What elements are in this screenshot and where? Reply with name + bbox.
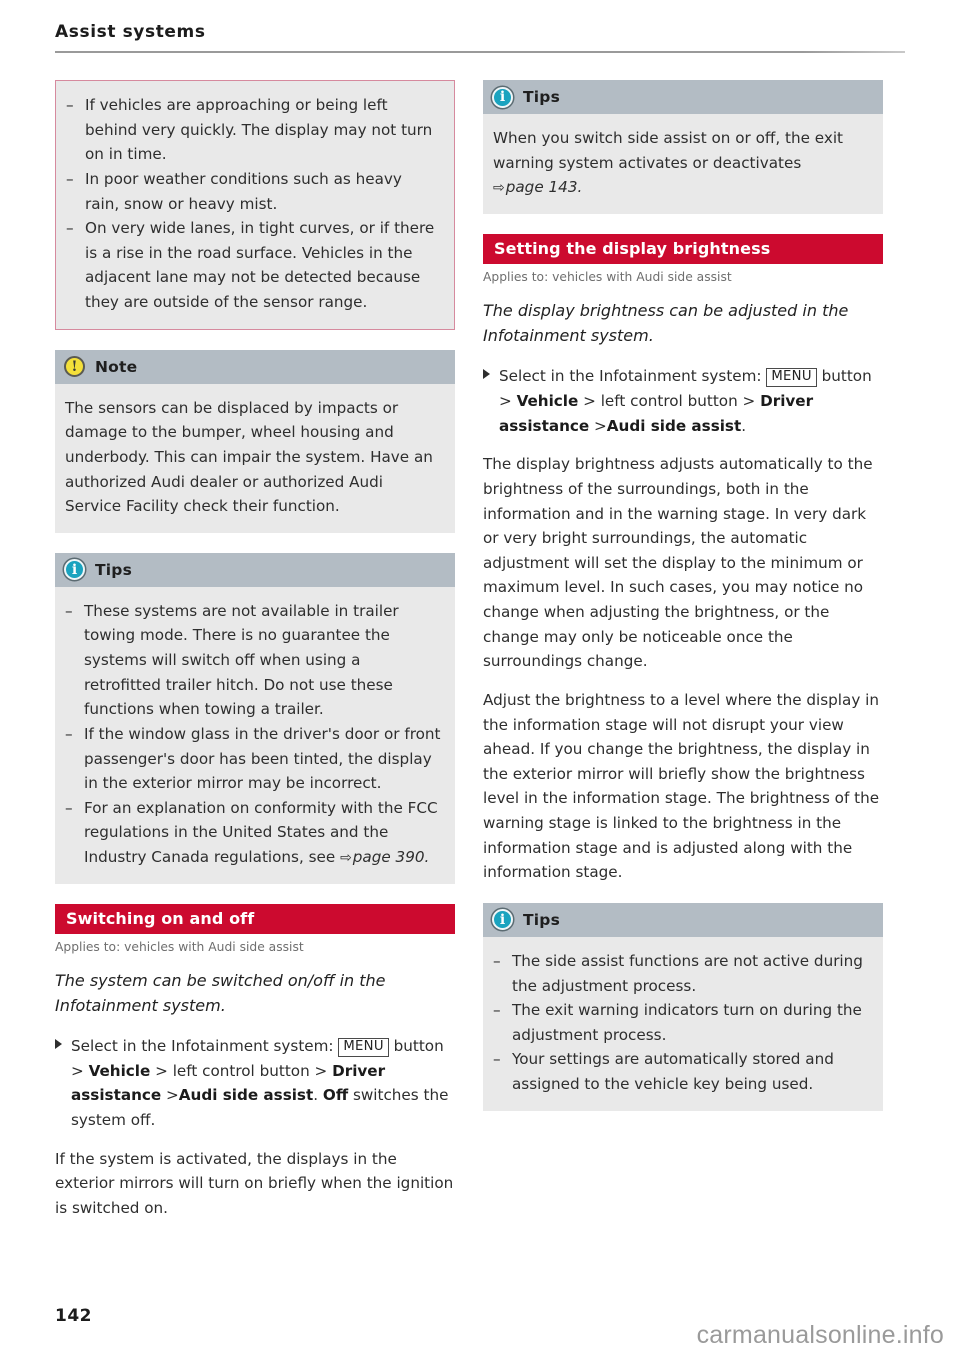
- xref-target: page 390.: [352, 848, 430, 866]
- info-icon: i: [64, 559, 85, 580]
- tips-panel-right-bottom: [483, 903, 883, 1111]
- step-tail: switches the system off.: [71, 1086, 449, 1130]
- list-item-text: The side assist functions are not active during the adjustment process.: [512, 951, 863, 995]
- page-header: [55, 22, 905, 53]
- dash-bullet-icon: –: [65, 601, 73, 620]
- section-switching-on-off: [55, 904, 455, 1221]
- menu-path-driver-assistance: Driver assistance: [499, 392, 814, 435]
- menu-button-key[interactable]: MENU: [766, 368, 816, 387]
- dash-bullet-icon: –: [66, 219, 74, 238]
- dash-bullet-icon: –: [493, 951, 501, 970]
- tips-panel-body: [55, 587, 455, 884]
- menu-path-vehicle: Vehicle: [516, 392, 579, 411]
- note-panel-header: [55, 350, 455, 384]
- list-item: [66, 216, 440, 315]
- step-period: .: [741, 416, 747, 435]
- list-item: [493, 949, 869, 998]
- list-item: [66, 167, 440, 216]
- action-step-list: [55, 1034, 455, 1133]
- list-item-text: These systems are not available in trailer towing mode. There is no guarantee the systems will switch off when using a retrofitted trailer hitch. Do not use these functions when towing a trailer.: [84, 601, 399, 719]
- section-paragraph-2: Adjust the brightness to a level where the display in the information stage will not disrupt your view ahead. If you change the brightness, the display in the exterior mirror will briefly show the brightness level in the information stage. The brightness of the warning stage is linked to the brightness in the information stage and is adjusted along with the information stage.: [483, 690, 880, 882]
- action-step: [55, 1034, 455, 1133]
- list-item: [493, 998, 869, 1047]
- section-intro: The display brightness can be adjusted in the Infotainment system.: [483, 300, 849, 346]
- tips-panel-header: [483, 903, 883, 937]
- step-mid-1: > left control button >: [155, 1061, 328, 1080]
- triangle-bullet-icon: [55, 1039, 62, 1049]
- warning-list: [66, 93, 440, 315]
- list-item: [493, 1047, 869, 1096]
- tips-panel-header: [483, 80, 883, 114]
- tips-panel-body: [483, 937, 883, 1111]
- list-item-text: If vehicles are approaching or being left behind very quickly. The display may not turn on in time.: [85, 96, 433, 164]
- section-heading: Setting the display brightness: [483, 234, 883, 264]
- tips-panel-label: Tips: [95, 560, 133, 579]
- tips-panel-right-top: [483, 80, 883, 214]
- list-item-text: In poor weather conditions such as heavy rain, snow or heavy mist.: [85, 169, 402, 213]
- section-paragraph: If the system is activated, the displays in the exterior mirrors will turn on briefly when the ignition is switched on.: [55, 1149, 454, 1217]
- note-panel-text: The sensors can be displaced by impacts or damage to the bumper, wheel housing and underbody. This can impair the system. Have an authorized Audi dealer or authorized Audi Service Facility check their function.: [65, 398, 433, 516]
- tips-panel-label: Tips: [523, 88, 561, 106]
- off-keyword: Off: [322, 1086, 349, 1105]
- page-number: 142: [55, 1306, 92, 1326]
- step-mid-1: > left control button >: [583, 392, 756, 411]
- right-column: [483, 80, 883, 1225]
- menu-path-driver-assistance: Driver assistance: [71, 1061, 386, 1105]
- section-display-brightness: [483, 234, 883, 885]
- list-item-text: On very wide lanes, in tight curves, or if there is a rise in the road surface. Vehicles in the adjacent lane may not be detected because they are outside of the sensor range.: [85, 219, 435, 311]
- tips-panel-left: [55, 553, 455, 884]
- action-step-list: [483, 364, 883, 438]
- tips-panel-text: [493, 126, 869, 200]
- page-title: Assist systems: [55, 22, 206, 42]
- step-period: .: [313, 1086, 319, 1105]
- warning-exclamation-icon: !: [64, 356, 85, 377]
- menu-button-key[interactable]: MENU: [338, 1038, 388, 1057]
- info-icon: i: [492, 87, 513, 108]
- step-lead: Select in the Infotainment system:: [499, 367, 762, 386]
- xref-arrow-icon: ⇨: [493, 180, 505, 197]
- dash-bullet-icon: –: [66, 96, 74, 114]
- step-after-key: button >: [71, 1037, 444, 1080]
- list-item-text: For an explanation on conformity with the FCC regulations in the United States and the Industry Canada regulations, see: [84, 798, 438, 866]
- menu-path-audi-side-assist: Audi side assist: [178, 1086, 314, 1105]
- section-paragraph-1: The display brightness adjusts automatically to the brightness of the surroundings, both in the information and in the warning stage. In very dark or very bright surroundings, the automatic adjustment will set the display to the minimum or maximum level. In such cases, you may notice no change when adjusting the brightness, or the change may only be noticeable once the surroundings change.: [483, 455, 873, 671]
- xref-arrow-icon: ⇨: [340, 850, 352, 866]
- menu-path-audi-side-assist: Audi side assist: [606, 416, 742, 435]
- tips-panel-label: Tips: [523, 910, 561, 929]
- content-columns: [55, 80, 905, 1225]
- step-after-key: button >: [499, 367, 872, 411]
- step-lead: Select in the Infotainment system:: [71, 1037, 334, 1056]
- warning-box: [55, 80, 455, 330]
- cross-reference[interactable]: [493, 178, 582, 196]
- left-column: [55, 80, 455, 1225]
- list-item: [65, 722, 441, 796]
- xref-target: page 143.: [505, 178, 583, 197]
- info-icon: i: [492, 909, 513, 930]
- tips-text: When you switch side assist on or off, the exit warning system activates or deactivates: [493, 129, 843, 172]
- cross-reference[interactable]: [340, 848, 429, 866]
- dash-bullet-icon: –: [65, 798, 73, 817]
- dash-bullet-icon: –: [66, 169, 74, 188]
- header-rule: [55, 51, 905, 53]
- tips-panel-body: [483, 114, 883, 214]
- list-item-text: The exit warning indicators turn on during the adjustment process.: [512, 1001, 862, 1044]
- step-mid-2: >: [166, 1086, 179, 1105]
- list-item: [65, 796, 441, 870]
- tips-panel-header: [55, 553, 455, 587]
- dash-bullet-icon: –: [493, 1001, 501, 1020]
- dash-bullet-icon: –: [65, 724, 73, 743]
- note-panel: [55, 350, 455, 533]
- tips-list: [493, 949, 869, 1097]
- section-heading: Switching on and off: [55, 904, 455, 934]
- list-item-text: If the window glass in the driver's door or front passenger's door has been tinted, the display in the exterior mirror may be incorrect.: [84, 724, 441, 793]
- note-panel-body: [55, 384, 455, 533]
- watermark: carmanualsonline.info: [696, 1321, 944, 1349]
- triangle-bullet-icon: [483, 369, 490, 379]
- list-item-text: Your settings are automatically stored and assigned to the vehicle key being used.: [512, 1050, 834, 1094]
- step-mid-2: >: [594, 416, 607, 435]
- menu-path-vehicle: Vehicle: [88, 1061, 151, 1080]
- list-item: [66, 93, 440, 167]
- dash-bullet-icon: –: [493, 1050, 501, 1069]
- section-intro: The system can be switched on/off in the Infotainment system.: [55, 970, 386, 1015]
- applies-to-note: Applies to: vehicles with Audi side assist: [483, 269, 732, 284]
- applies-to-note: Applies to: vehicles with Audi side assist: [55, 939, 304, 954]
- note-panel-label: Note: [95, 357, 138, 376]
- tips-list: [65, 599, 441, 870]
- action-step: [483, 364, 883, 438]
- list-item: [65, 599, 441, 722]
